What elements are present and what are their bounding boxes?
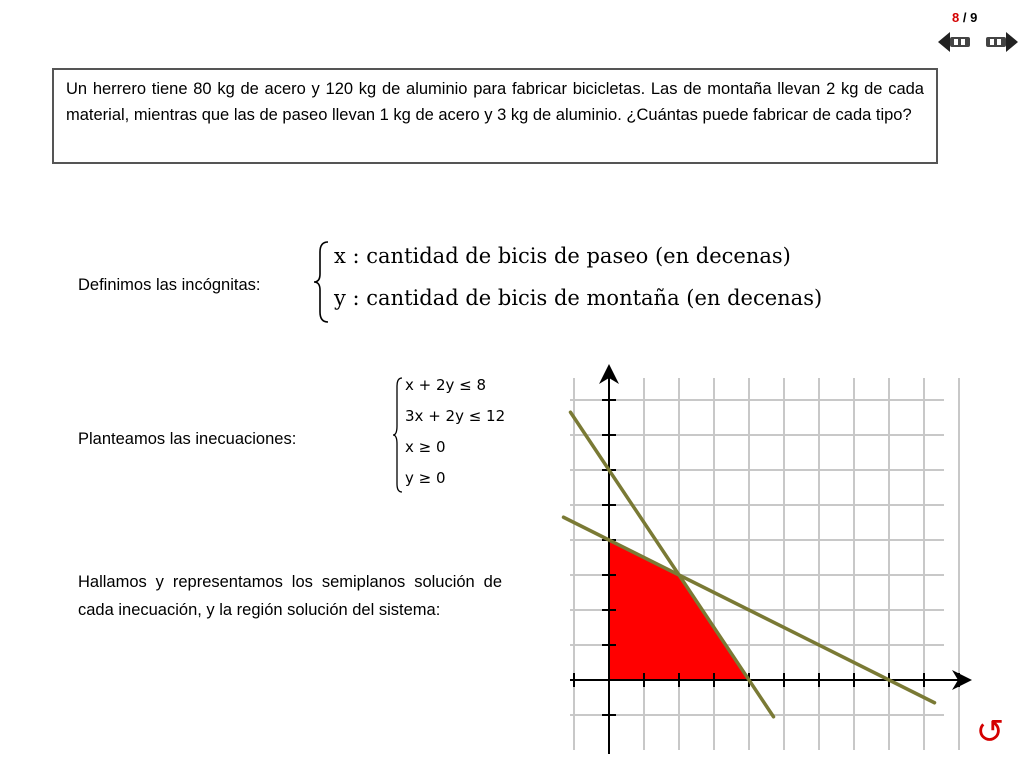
next-slide-button[interactable] xyxy=(984,30,1020,54)
feasible-region-graph xyxy=(548,362,978,762)
variable-x-definition: x : cantidad de bicis de paseo (en decenas) xyxy=(334,244,791,268)
current-slide-number: 8 xyxy=(952,10,960,25)
return-icon: ↺ xyxy=(975,712,1005,752)
prev-slide-icon xyxy=(936,30,972,54)
left-brace-icon xyxy=(392,376,404,494)
inequality-4: y ≥ 0 xyxy=(405,469,446,487)
solution-description: Hallamos y representamos los semiplanos solución de cada inecuación, y la región solución del sistema: xyxy=(78,573,502,619)
definitions-label: Definimos las incógnitas: xyxy=(78,276,261,294)
variable-y-definition: y : cantidad de bicis de montaña (en decenas) xyxy=(334,286,823,310)
inequalities-label: Planteamos las inecuaciones: xyxy=(78,430,297,448)
next-slide-icon xyxy=(984,30,1020,54)
variables-definition xyxy=(312,240,823,324)
inequality-1: x + 2y ≤ 8 xyxy=(405,376,487,394)
return-button[interactable] xyxy=(972,712,1008,752)
slide-counter xyxy=(952,10,977,25)
left-brace-icon xyxy=(312,240,332,324)
inequalities-system xyxy=(392,376,532,496)
inequality-3: x ≥ 0 xyxy=(405,438,446,456)
prev-slide-button[interactable] xyxy=(936,30,972,54)
total-slides: 9 xyxy=(970,10,978,25)
inequality-2: 3x + 2y ≤ 12 xyxy=(405,407,506,425)
problem-statement: Un herrero tiene 80 kg de acero y 120 kg de aluminio para fabricar bicicletas. Las de montaña llevan 2 kg de cada material, mientras que las de paseo llevan 1 kg de acero y 3 kg de aluminio. ¿Cuántas puede fabricar de cada tipo? xyxy=(52,68,938,164)
slide-separator: / xyxy=(962,10,967,25)
graph-canvas xyxy=(548,362,978,762)
